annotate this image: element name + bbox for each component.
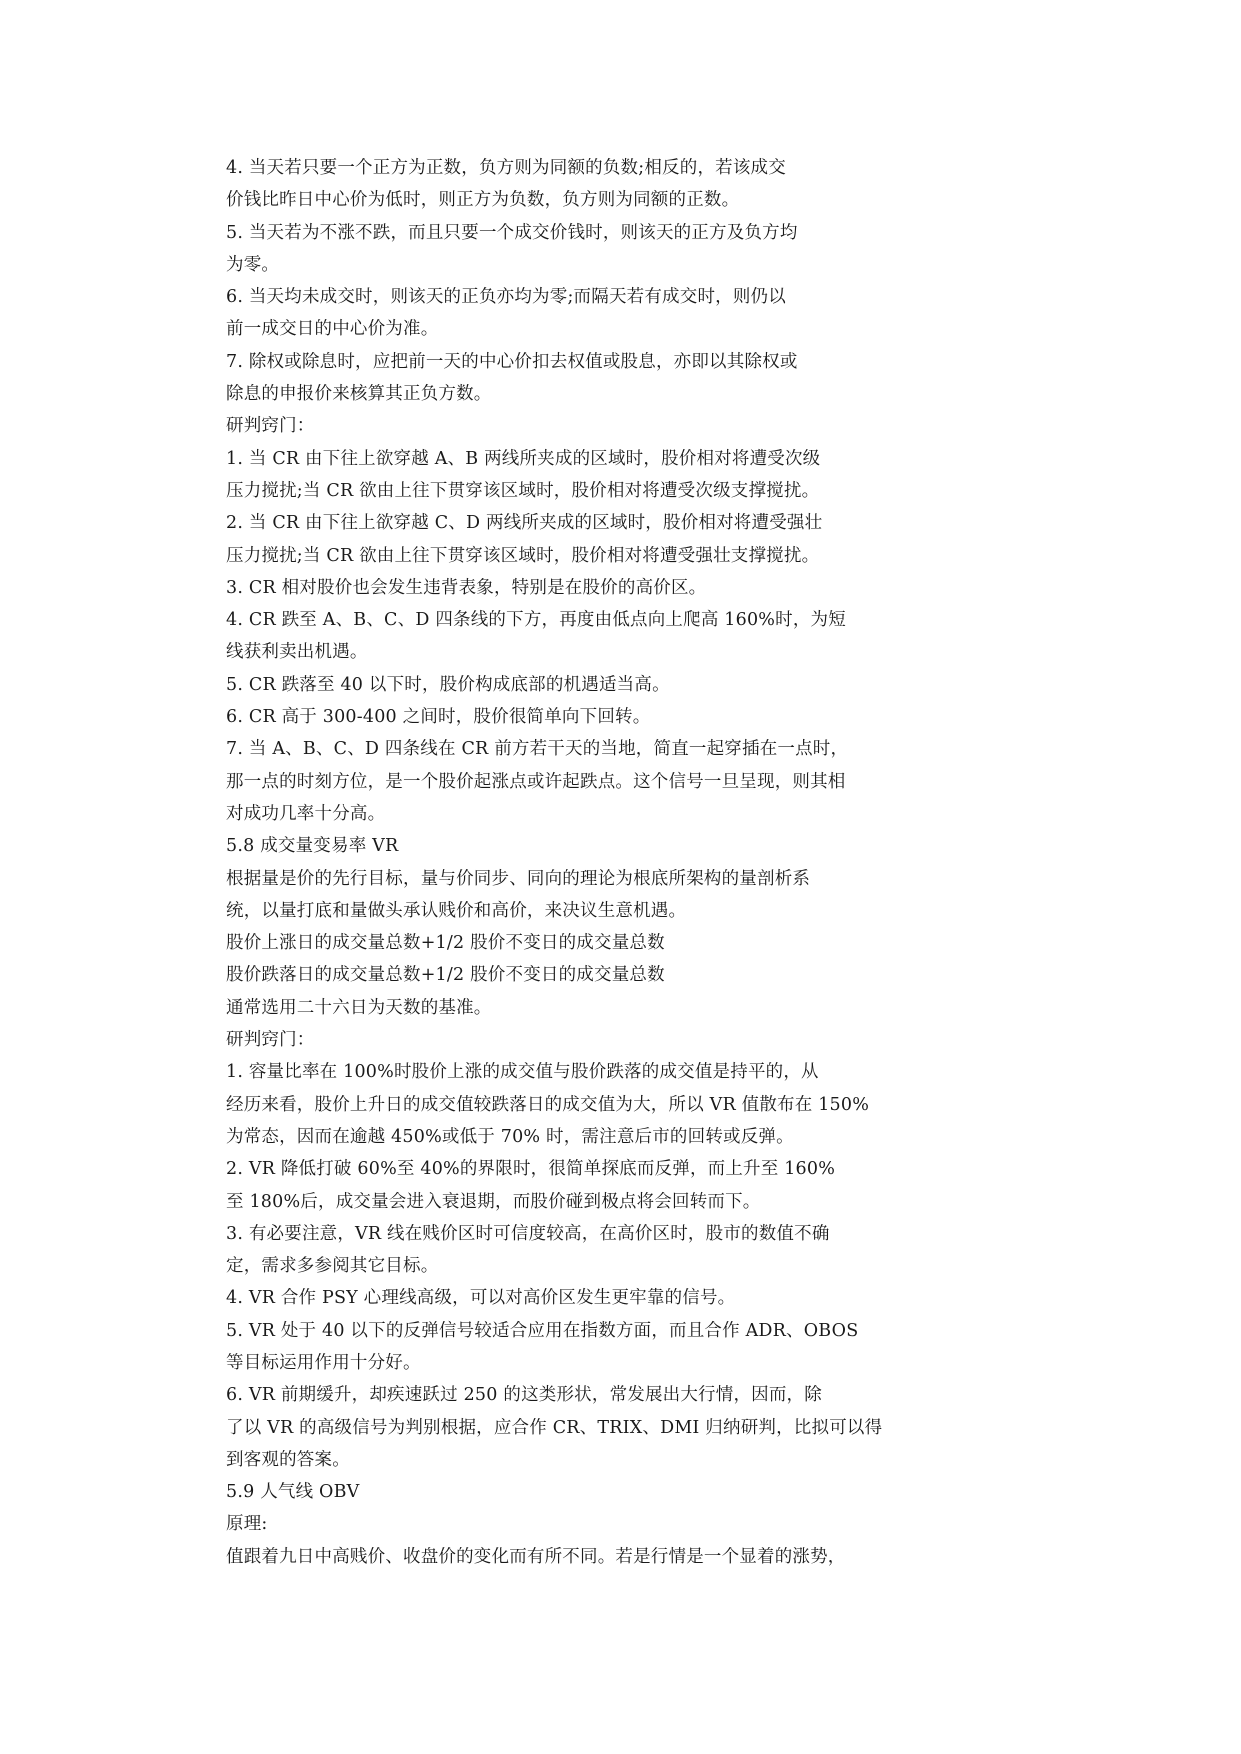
text-line: 价钱比昨日中心价为低时，则正方为负数，负方则为同额的正数。 (226, 190, 740, 211)
formula-line: 股价跌落日的成交量总数+1/2 股价不变日的成交量总数 (226, 965, 665, 986)
text-line: 值跟着九日中高贱价、收盘价的变化而有所不同。若是行情是一个显着的涨势， (226, 1546, 846, 1567)
text-line: 4. 当天若只要一个正方为正数，负方则为同额的负数;相反的，若该成交 (226, 158, 786, 178)
text-line: 2. 当 CR 由下往上欲穿越 C、D 两线所夹成的区域时，股价相对将遭受强壮 (226, 513, 823, 534)
text-line: 等目标运用作用十分好。 (226, 1352, 421, 1373)
text-line: 7. 当 A、B、C、D 四条线在 CR 前方若干天的当地，简直一起穿插在一点时， (226, 739, 849, 760)
text-line: 到客观的答案。 (226, 1449, 350, 1470)
section-heading: 5.9 人气线 OBV (226, 1482, 360, 1503)
text-line: 前一成交日的中心价为准。 (226, 319, 439, 340)
text-line: 除息的申报价来核算其正负方数。 (226, 384, 492, 405)
text-line: 1. 当 CR 由下往上欲穿越 A、B 两线所夹成的区域时，股价相对将遭受次级 (226, 448, 821, 469)
text-line: 5. VR 处于 40 以下的反弹信号较适合应用在指数方面，而且合作 ADR、OBOS (226, 1320, 859, 1341)
text-line: 压力搅扰;当 CR 欲由上往下贯穿该区域时，股价相对将遭受次级支撑搅扰。 (226, 480, 820, 501)
section-subheading: 原理: (226, 1514, 268, 1535)
text-line: 通常选用二十六日为天数的基准。 (226, 997, 492, 1018)
text-line: 3. CR 相对股价也会发生违背表象，特别是在股价的高价区。 (226, 577, 707, 598)
text-line: 6. VR 前期缓升，却疾速跃过 250 的这类形状，常发展出大行情，因而，除 (226, 1385, 822, 1406)
text-line: 为零。 (226, 254, 280, 275)
text-line: 那一点的时刻方位，是一个股价起涨点或许起跌点。这个信号一旦呈现，则其相 (226, 771, 846, 792)
text-line: 定，需求多参阅其它目标。 (226, 1256, 439, 1277)
text-line: 经历来看，股价上升日的成交值较跌落日的成交值为大，所以 VR 值散布在 150% (226, 1094, 870, 1115)
text-line: 线获利卖出机遇。 (226, 642, 368, 663)
text-line: 4. CR 跌至 A、B、C、D 四条线的下方，再度由低点向上爬高 160%时，为短 (226, 610, 846, 631)
text-line: 了以 VR 的高级信号为判别根据，应合作 CR、TRIX、DMI 归纳研判，比拟可以得 (226, 1417, 883, 1438)
text-line: 5. 当天若为不涨不跌，而且只要一个成交价钱时，则该天的正方及负方均 (226, 222, 798, 243)
text-line: 5. CR 跌落至 40 以下时，股价构成底部的机遇适当高。 (226, 674, 670, 695)
text-line: 7. 除权或除息时，应把前一天的中心价扣去权值或股息，亦即以其除权或 (226, 351, 798, 372)
text-line: 3. 有必要注意，VR 线在贱价区时可信度较高，在高价区时，股市的数值不确 (226, 1223, 830, 1244)
text-line: 6. 当天均未成交时，则该天的正负亦均为零;而隔天若有成交时，则仍以 (226, 287, 786, 308)
section-heading: 5.8 成交量变易率 VR (226, 836, 399, 857)
text-line: 1. 容量比率在 100%时股价上涨的成交值与股价跌落的成交值是持平的，从 (226, 1062, 819, 1083)
text-line: 统，以量打底和量做头承认贱价和高价，来决议生意机遇。 (226, 900, 687, 921)
body-text (226, 152, 986, 1573)
text-line: 为常态，因而在逾越 450%或低于 70% 时，需注意后市的回转或反弹。 (226, 1126, 794, 1147)
formula-line: 股价上涨日的成交量总数+1/2 股价不变日的成交量总数 (226, 933, 665, 954)
text-line: 至 180%后，成交量会进入衰退期，而股价碰到极点将会回转而下。 (226, 1191, 761, 1212)
text-line: 压力搅扰;当 CR 欲由上往下贯穿该区域时，股价相对将遭受强壮支撑搅扰。 (226, 545, 820, 566)
text-line: 对成功几率十分高。 (226, 803, 386, 824)
text-line: 4. VR 合作 PSY 心理线高级，可以对高价区发生更牢靠的信号。 (226, 1288, 736, 1309)
text-line: 根据量是价的先行目标，量与价同步、同向的理论为根底所架构的量剖析系 (226, 868, 811, 889)
text-line: 6. CR 高于 300-400 之间时，股价很简单向下回转。 (226, 707, 651, 728)
text-line: 2. VR 降低打破 60%至 40%的界限时，很简单探底而反弹，而上升至 160% (226, 1159, 836, 1180)
section-subheading: 研判窍门： (226, 416, 315, 437)
section-subheading: 研判窍门： (226, 1030, 315, 1051)
